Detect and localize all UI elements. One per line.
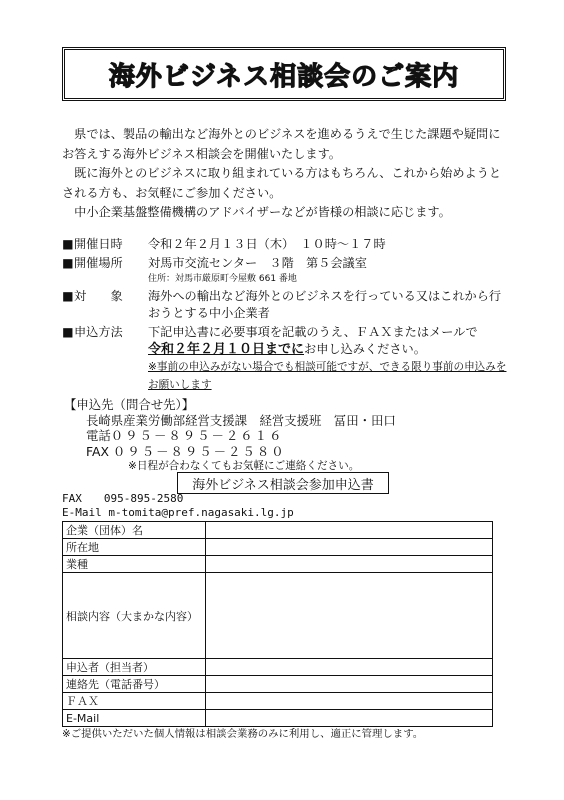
form-row [63, 539, 493, 556]
deadline-text: 令和２年２月１０日までに [148, 342, 305, 357]
event-details [62, 234, 512, 394]
apply-label: 申込方法 [74, 325, 123, 339]
intro-paragraph-2: 既に海外とのビジネスに取り組まれている方はもちろん、これから始めようとされる方も、お気軽にご参加ください。 [62, 166, 502, 200]
form-label: 相談内容（大まかな内容） [63, 573, 206, 659]
date-label: 開催日時 [74, 237, 123, 251]
company-name-field[interactable] [206, 522, 493, 539]
address-text: 住所：対馬市厳原町今屋敷 661 番地 [148, 274, 297, 284]
form-row [63, 710, 493, 727]
form-label: 申込者（担当者） [63, 659, 206, 676]
form-label: 連絡先（電話番号） [63, 676, 206, 693]
intro-section [62, 125, 502, 223]
form-row [63, 676, 493, 693]
deadline-suffix: お申し込みください。 [304, 342, 426, 356]
consultation-content-field[interactable] [206, 573, 493, 659]
form-row [63, 659, 493, 676]
bullet-icon: ■ [62, 256, 74, 270]
apply-value: 下記申込書に必要事項を記載のうえ、ＦＡＸまたはメールで [148, 325, 478, 339]
place-value: 対馬市交流センター ３階 第５会議室 [148, 256, 367, 270]
privacy-note: ※ご提供いただいた個人情報は相談会業務のみに利用し、適正に管理します。 [62, 728, 424, 740]
date-value: 令和２年２月１３日（木） １０時～１７時 [148, 237, 386, 251]
form-label: ＦＡＸ [63, 693, 206, 710]
apply-note: ※事前の申込みがない場合でも相談可能ですが、できる限り事前の申込みをお願いします [148, 361, 507, 391]
form-title: 海外ビジネス相談会参加申込書 [177, 472, 389, 494]
email-field[interactable] [206, 710, 493, 727]
form-label: 業種 [63, 556, 206, 573]
fax-number: ０９５－８９５－２５８０ [112, 443, 286, 459]
form-row [63, 693, 493, 710]
form-fax-line: FAX 095-895-2580 [62, 492, 184, 505]
form-row [63, 573, 493, 659]
event-apply-row [62, 324, 512, 394]
event-date-row [62, 236, 512, 253]
target-label: 対 象 [74, 289, 123, 303]
intro-paragraph-3: 中小企業基盤整備機構のアドバイザーなどが皆様の相談に応じます。 [62, 205, 451, 219]
bullet-icon: ■ [62, 237, 74, 251]
event-place-row [62, 255, 512, 272]
form-label: 所在地 [63, 539, 206, 556]
phone-field[interactable] [206, 676, 493, 693]
form-row [63, 522, 493, 539]
contact-note: ※日程が合わなくてもお気軽にご連絡ください。 [128, 460, 360, 472]
form-email-line: E-Mail m-tomita@pref.nagasaki.lg.jp [62, 506, 294, 519]
address-field[interactable] [206, 539, 493, 556]
event-target-row [62, 288, 512, 322]
application-form-table [62, 521, 493, 727]
tel-number: ０９５－８９５－２６１６ [110, 428, 284, 443]
applicant-field[interactable] [206, 659, 493, 676]
target-value: 海外への輸出など海外とのビジネスを行っている又はこれから行おうとする中小企業者 [148, 289, 502, 320]
form-row [63, 556, 493, 573]
intro-paragraph-1: 県では、製品の輸出など海外とのビジネスを進めるうえで生じた課題や疑問にお答えする海外ビジネス相談会を開催いたします。 [62, 127, 501, 161]
fax-field[interactable] [206, 693, 493, 710]
form-label: 企業（団体）名 [63, 522, 206, 539]
fax-label: FAX [86, 443, 109, 459]
bullet-icon: ■ [62, 325, 74, 339]
tel-label: 電話 [86, 428, 111, 443]
contact-section [64, 397, 514, 475]
form-label: E-Mail [63, 710, 206, 727]
form-contact-lines [62, 492, 294, 520]
place-label: 開催場所 [74, 256, 123, 270]
bullet-icon: ■ [62, 289, 74, 303]
contact-department: 長崎県産業労働部経営支援課 経営支援班 冨田・田口 [86, 412, 396, 428]
page-title [62, 47, 506, 101]
title-text: 海外ビジネス相談会のご案内 [108, 61, 460, 92]
contact-header: 【申込先（問合せ先）】 [64, 397, 195, 412]
industry-field[interactable] [206, 556, 493, 573]
